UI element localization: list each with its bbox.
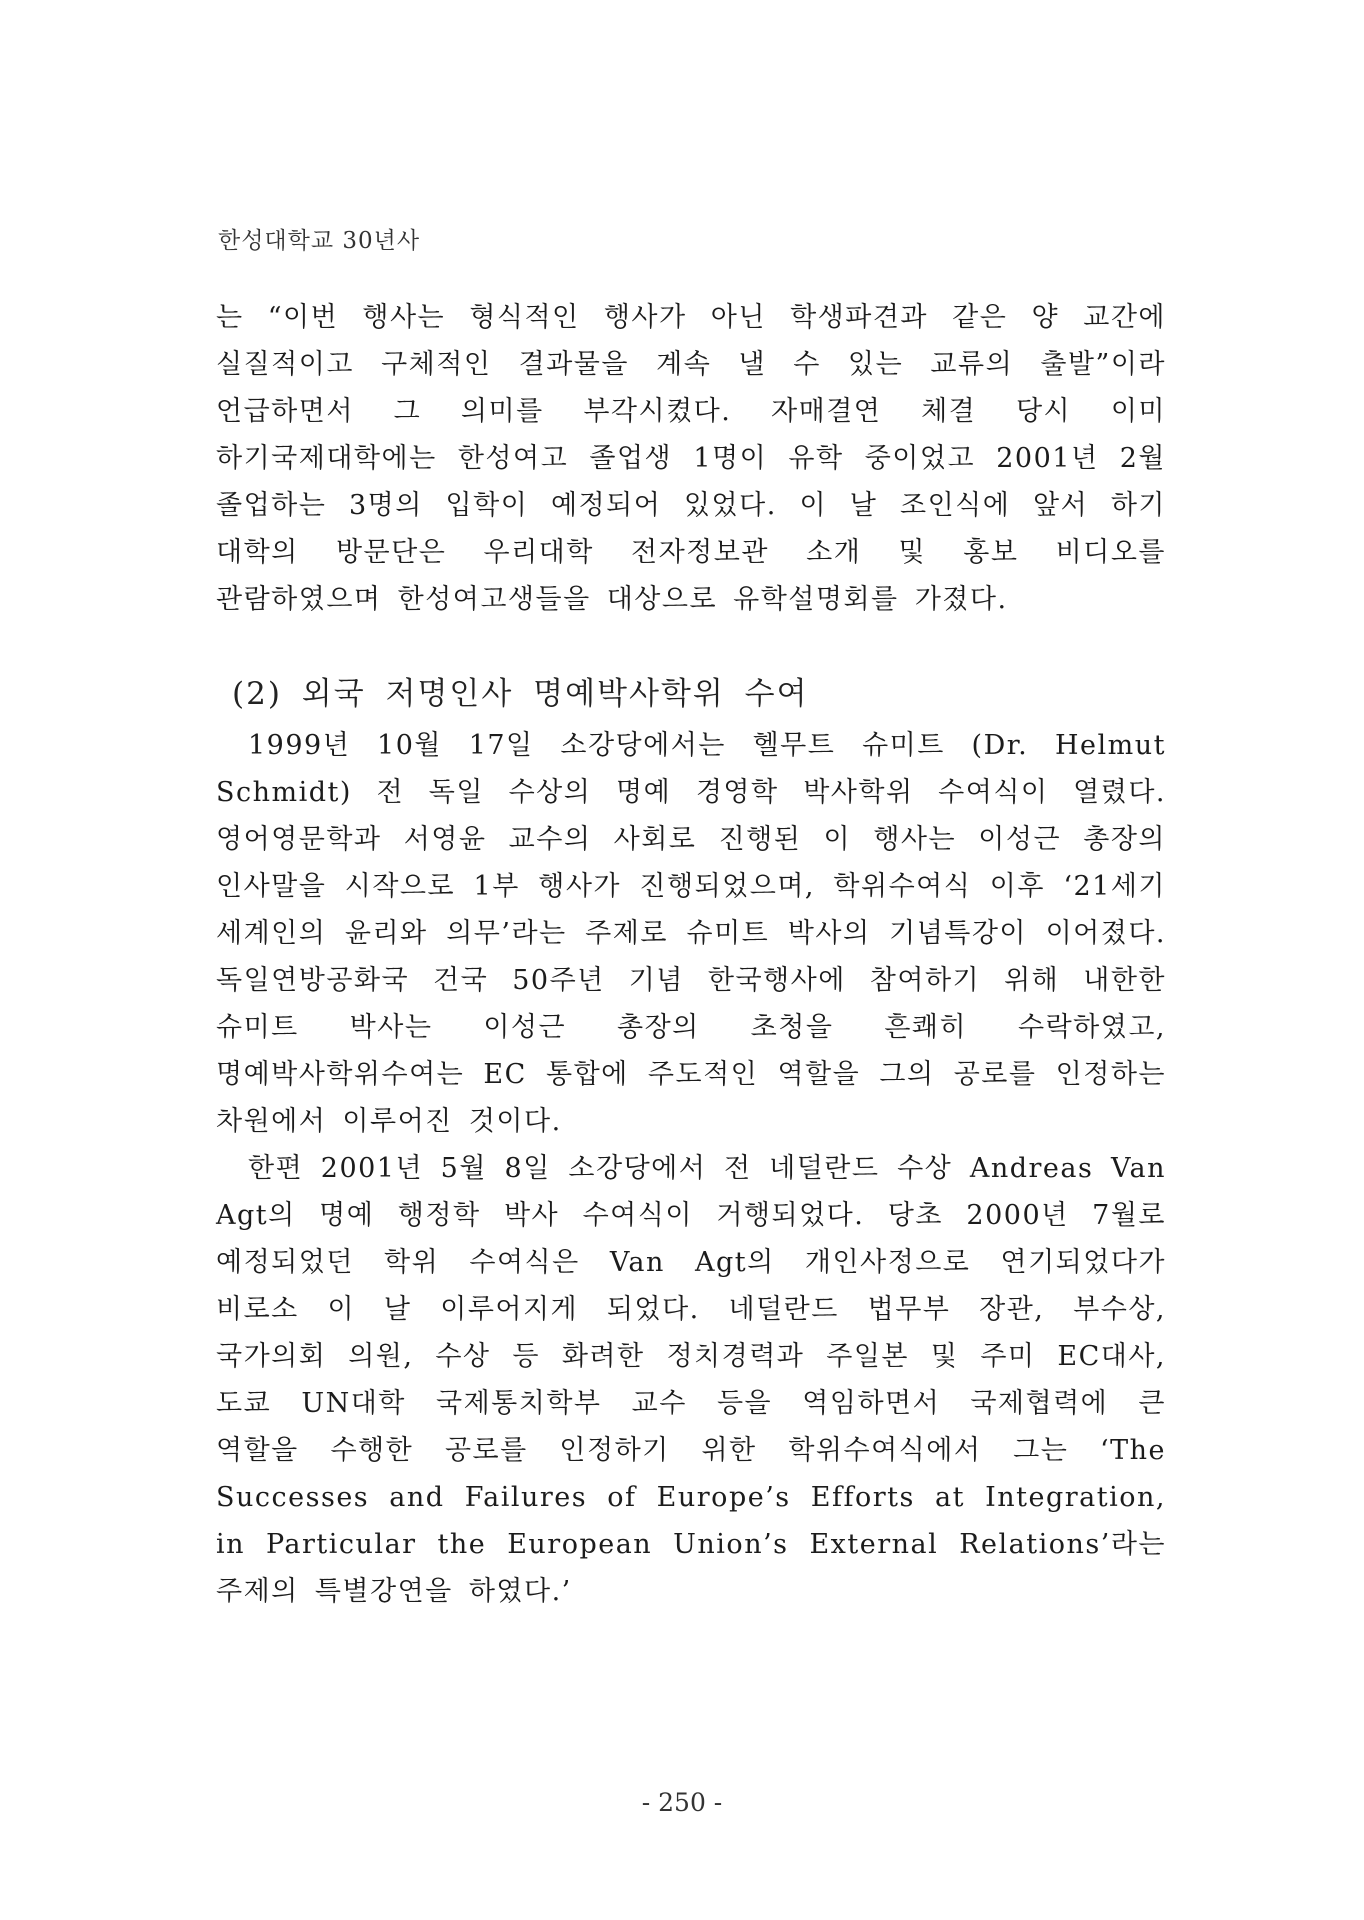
body-text-intro	[216, 294, 1166, 623]
section-body	[216, 722, 1166, 1615]
paragraph: 1999년 10월 17일 소강당에서는 헬무트 슈미트 (Dr. Helmut Schmidt) 전 독일 수상의 명예 경영학 박사학위 수여식이 열렸다. 영어영문학과 서영윤 교수의 사회로 진행된 이 행사는 이성근 총장의 인사말을 시작으로 1부 행사가 진행되었으며, 학위수여식 이후 ‘21세기 세계인의 윤리와 의무’라는 주제로 슈미트 박사의 기념특강이 이어졌다. 독일연방공화국 건국 50주년 기념 한국행사에 참여하기 위해 내한한 슈미트 박사는 이성근 총장의 초청을 흔쾌히 수락하였고, 명예박사학위수여는 EC 통합에 주도적인 역할을 그의 공로를 인정하는 차원에서 이루어진 것이다.	[216, 730, 1166, 1137]
section-heading: (2) 외국 저명인사 명예박사학위 수여	[232, 676, 809, 712]
paragraph: 한편 2001년 5월 8일 소강당에서 전 네덜란드 수상 Andreas Van Agt의 명예 행정학 박사 수여식이 거행되었다. 당초 2000년 7월로 예정되었던 학위 수여식은 Van Agt의 개인사정으로 연기되었다가 비로소 이 날 이루어지게 되었다. 네덜란드 법무부 장관, 부수상, 국가의회 의원, 수상 등 화려한 정치경력과 주일본 및 주미 EC대사, 도쿄 UN대학 국제통치학부 교수 등을 역임하면서 국제협력에 큰 역할을 수행한 공로를 인정하기 위한 학위수여식에서 그는 ‘The Successes and Failures of Europe’s Efforts at Integration, in Particular the European Union’s External Relations’라는 주제의 특별강연을 하였다.’	[216, 1153, 1166, 1607]
paragraph: 는 “이번 행사는 형식적인 행사가 아닌 학생파견과 같은 양 교간에 실질적이고 구체적인 결과물을 계속 낼 수 있는 교류의 출발”이라 언급하면서 그 의미를 부각시켰다. 자매결연 체결 당시 이미 하기국제대학에는 한성여고 졸업생 1명이 유학 중이었고 2001년 2월 졸업하는 3명의 입학이 예정되어 있었다. 이 날 조인식에 앞서 하기 대학의 방문단은 우리대학 전자정보관 소개 및 홍보 비디오를 관람하였으며 한성여고생들을 대상으로 유학설명회를 가졌다.	[216, 302, 1166, 615]
page-number: - 250 -	[641, 1788, 723, 1817]
running-header: 한성대학교 30년사	[218, 228, 421, 254]
